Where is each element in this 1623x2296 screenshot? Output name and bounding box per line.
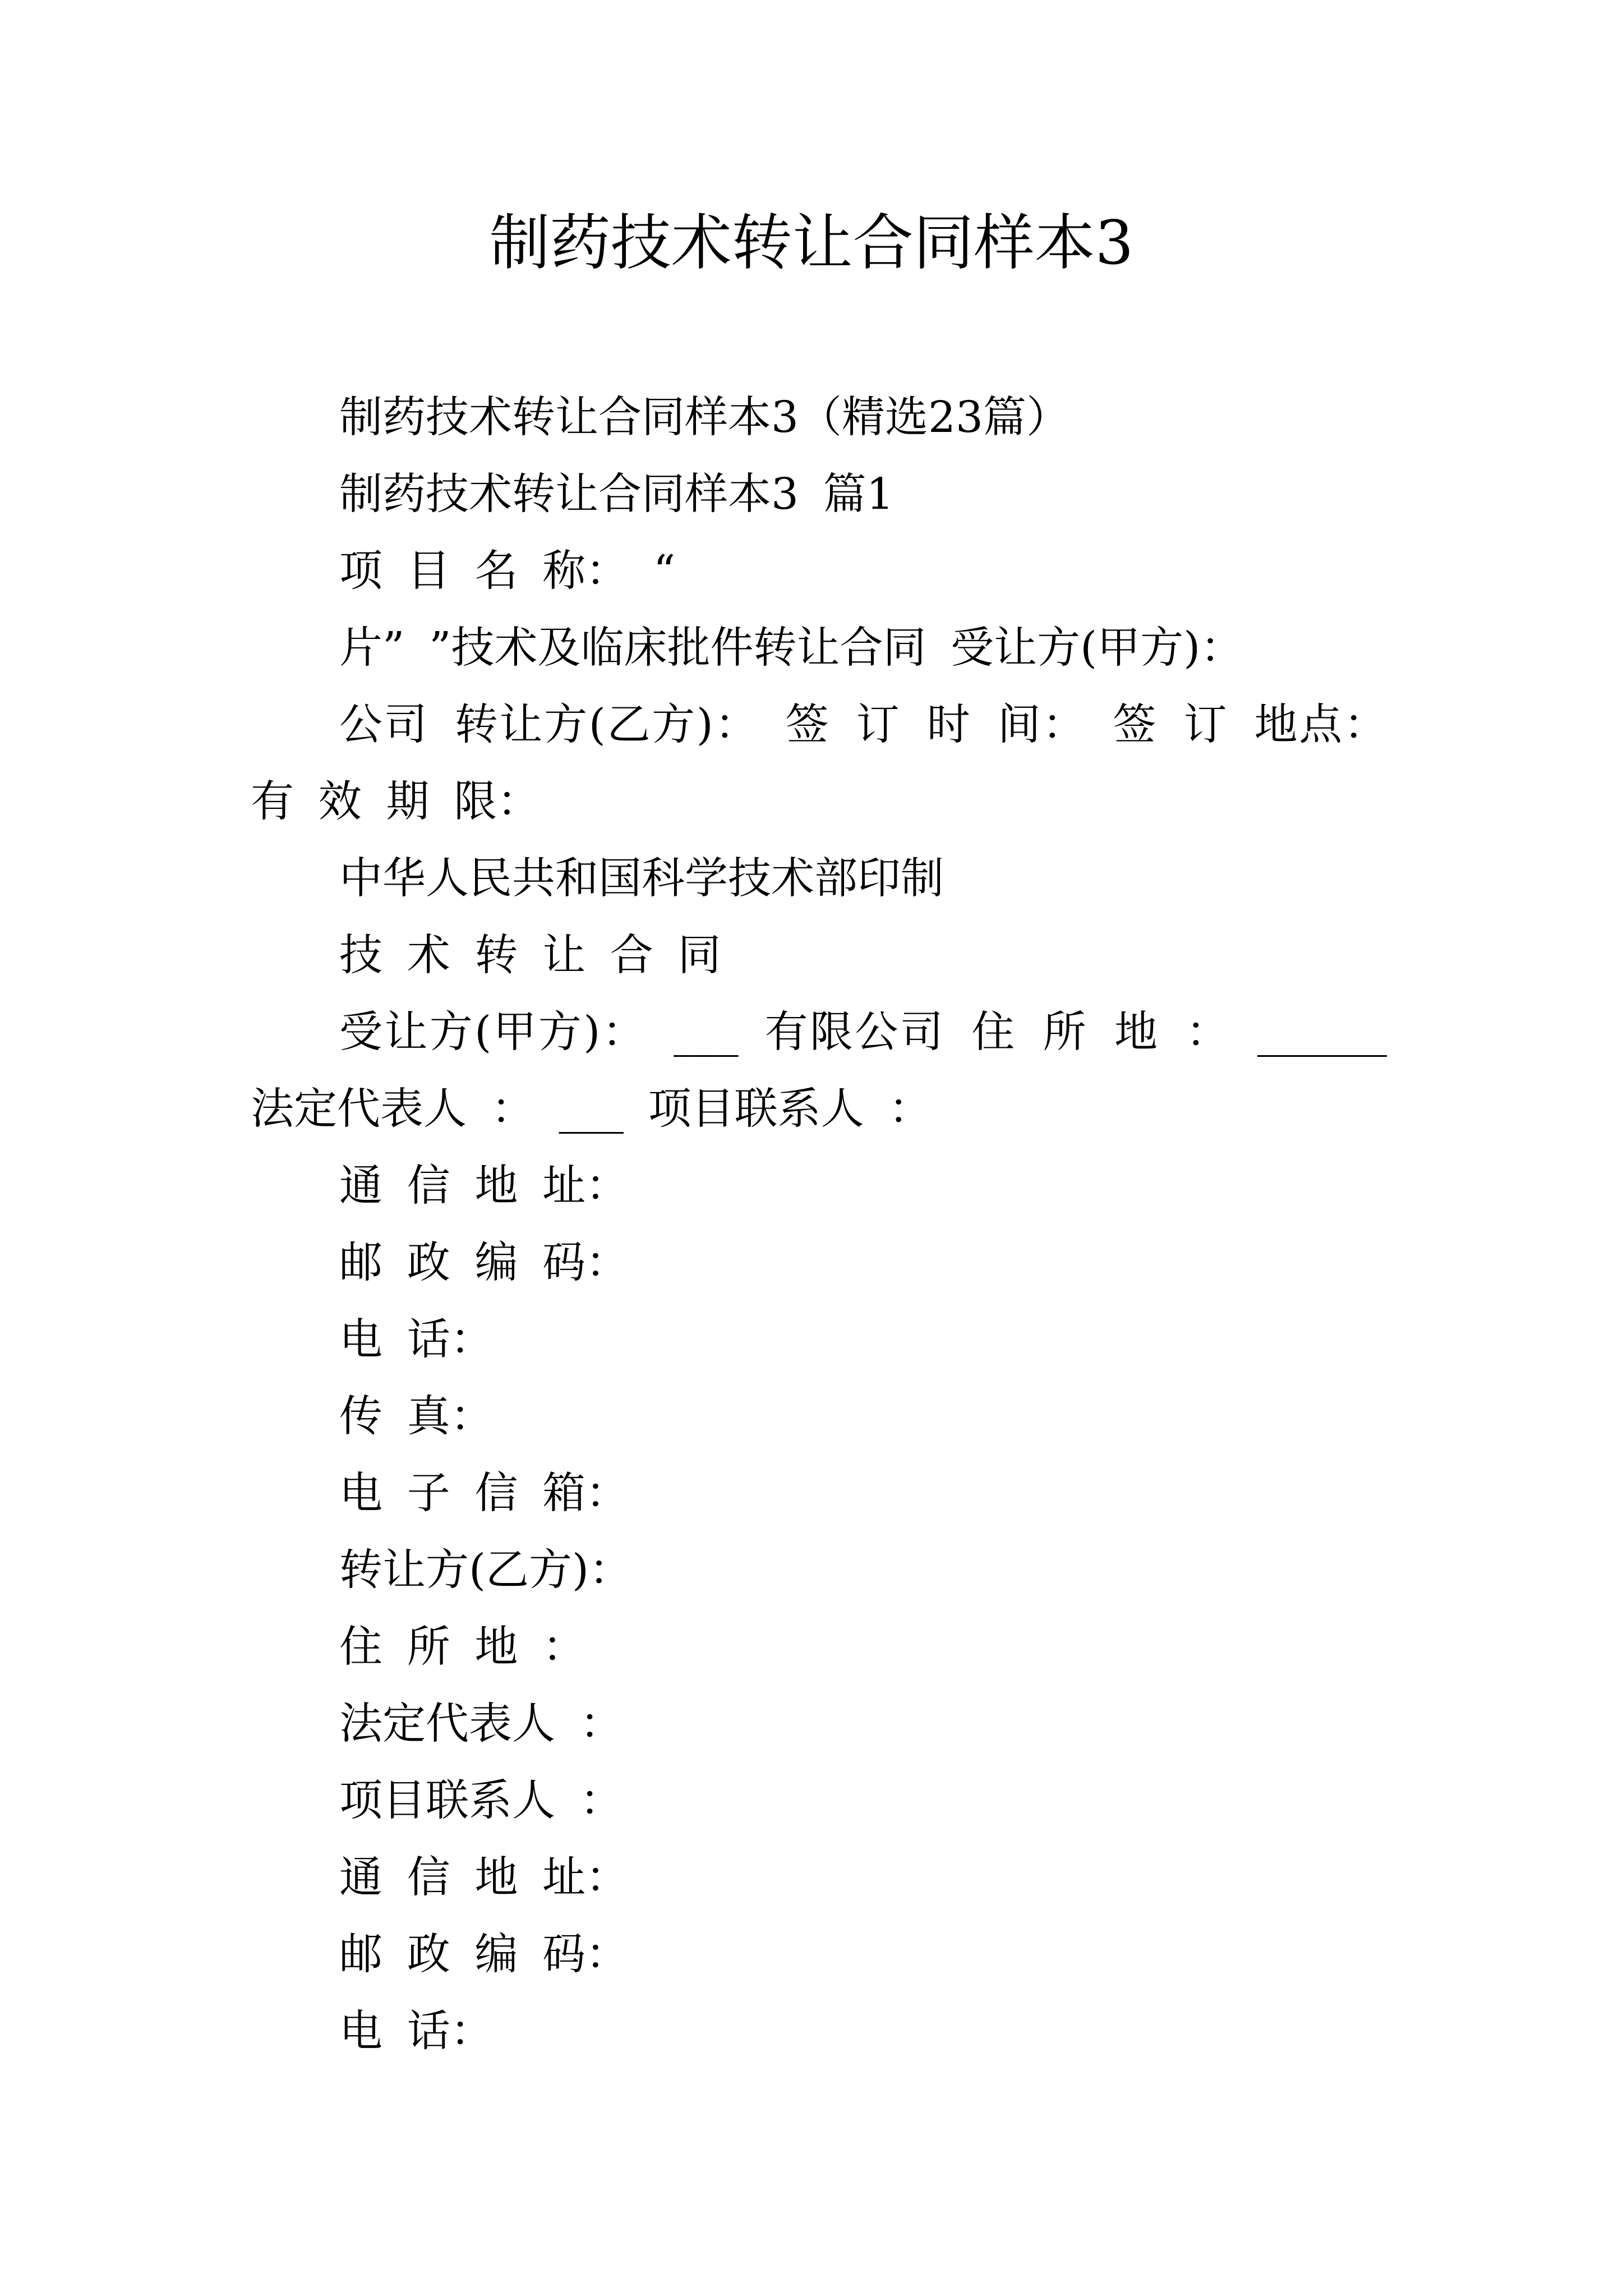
party-b-residence-label: 住 所 地 ： xyxy=(339,1622,586,1672)
party-b-phone-label: 电 话： xyxy=(339,2007,494,2056)
party-a-phone-label: 电 话： xyxy=(339,1315,494,1365)
party-a-representative-line: 法定代表人 ： ___ 项目联系人 ： xyxy=(251,1084,932,1134)
party-b-address-label: 通 信 地 址： xyxy=(339,1853,629,1903)
party-b-contact-label: 项目联系人 ： xyxy=(339,1776,623,1826)
party-a-fax-label: 传 真： xyxy=(339,1392,494,1442)
contract-heading: 技 术 转 让 合 同 xyxy=(339,931,721,981)
party-a-email-label: 电 子 信 箱： xyxy=(339,1469,629,1519)
document-body xyxy=(251,379,1387,2070)
issuer-line: 中华人民共和国科学技术部印制 xyxy=(339,854,944,904)
contract-parties-line: 公司 转让方(乙方)： 签 订 时 间： 签 订 地点： xyxy=(339,700,1387,750)
collection-title: 制药技术转让合同样本3（精选23篇） xyxy=(339,393,1069,443)
project-name-line: 片” ”技术及临床批件转让合同 受让方(甲方)： xyxy=(339,623,1244,673)
party-b-legal-rep-label: 法定代表人 ： xyxy=(339,1699,623,1749)
party-b-postcode-label: 邮 政 编 码： xyxy=(339,1930,629,1980)
party-b-heading: 转让方(乙方)： xyxy=(339,1545,633,1595)
party-a-address-label: 通 信 地 址： xyxy=(339,1161,629,1211)
document-title: 制药技术转让合同样本3 xyxy=(489,208,1134,278)
article-heading: 制药技术转让合同样本3 篇1 xyxy=(339,470,894,519)
party-a-line: 受让方(甲方)： ___ 有限公司 住 所 地 ： ______ xyxy=(339,1007,1387,1057)
party-a-postcode-label: 邮 政 编 码： xyxy=(339,1238,629,1288)
validity-period-label: 有 效 期 限： xyxy=(251,777,541,827)
project-name-label: 项 目 名 称： “ xyxy=(339,546,676,596)
